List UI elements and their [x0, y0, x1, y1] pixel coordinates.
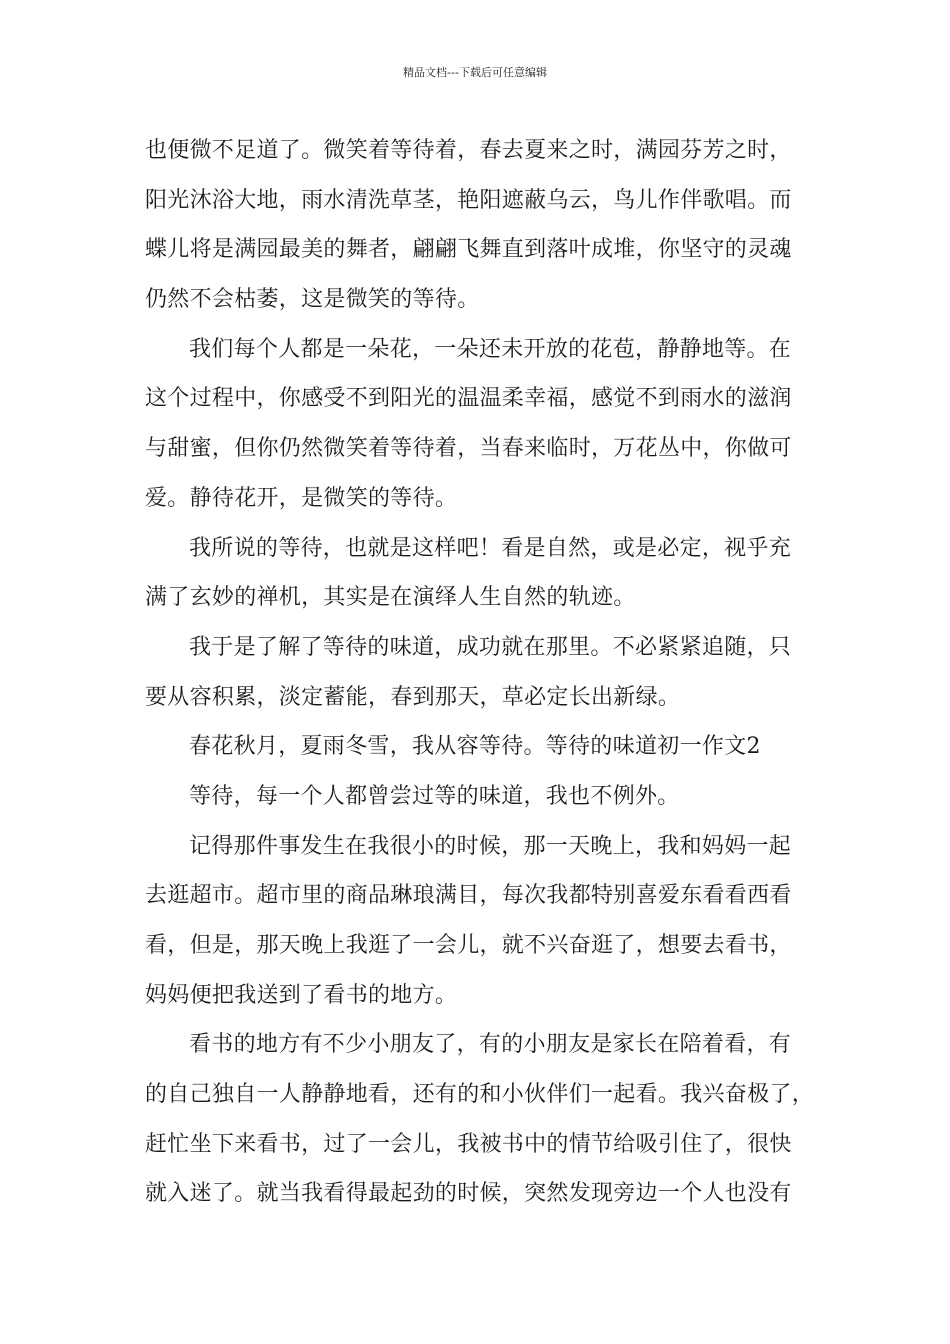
paragraph: [145, 325, 825, 524]
text-line: 满了玄妙的禅机，其实是在演绎人生自然的轨迹。: [145, 585, 636, 611]
text-line: 记得那件事发生在我很小的时候，那一天晚上，我和妈妈一起: [189, 833, 792, 859]
paragraph: [145, 623, 825, 722]
paragraph: [145, 772, 825, 822]
paragraph: [145, 722, 825, 772]
text-line: 我们每个人都是一朵花，一朵还未开放的花苞，静静地等。在: [189, 336, 792, 362]
text-line: 我于是了解了等待的味道，成功就在那里。不必紧紧追随，只: [189, 634, 792, 660]
text-line: 蝶儿将是满园最美的舞者，翩翩飞舞直到落叶成堆，你坚守的灵魂: [145, 237, 792, 263]
paragraph: [145, 524, 825, 623]
text-line: 就入迷了。就当我看得最起劲的时候，突然发现旁边一个人也没有: [145, 1181, 792, 1207]
text-line: 爱。静待花开，是微笑的等待。: [145, 485, 458, 511]
text-line: 去逛超市。超市里的商品琳琅满目，每次我都特别喜爱东看看西看: [145, 883, 792, 909]
text-line: 阳光沐浴大地，雨水清洗草茎，艳阳遮蔽乌云，鸟儿作伴歌唱。而: [145, 187, 792, 213]
text-line: 的自己独自一人静静地看，还有的和小伙伴们一起看。我兴奋极了，: [145, 1082, 815, 1108]
text-line: 要从容积累，淡定蓄能，春到那天，草必定长出新绿。: [145, 684, 681, 710]
document-body: [145, 126, 825, 1219]
text-line: 与甜蜜，但你仍然微笑着等待着，当春来临时，万花丛中，你做可: [145, 436, 792, 462]
text-line: 也便微不足道了。微笑着等待着，春去夏来之时，满园芬芳之时，: [145, 138, 792, 163]
text-line: 看书的地方有不少小朋友了，有的小朋友是家长在陪着看，有: [189, 1032, 792, 1058]
paragraph: [145, 126, 825, 325]
text-line: 妈妈便把我送到了看书的地方。: [145, 982, 458, 1008]
paragraph: [145, 822, 825, 1021]
paragraph: [145, 1020, 825, 1219]
text-line: 我所说的等待，也就是这样吧！看是自然，或是必定，视乎充: [189, 535, 792, 561]
page-header: 精品文档---下载后可任意编辑: [403, 66, 547, 79]
text-line: 春花秋月，夏雨冬雪，我从容等待。等待的味道初一作文2: [189, 734, 761, 760]
text-line: 等待，每一个人都曾尝过等的味道，我也不例外。: [189, 783, 680, 809]
text-line: 这个过程中，你感受不到阳光的温温柔幸福，感觉不到雨水的滋润: [145, 386, 792, 412]
text-line: 看，但是，那天晚上我逛了一会儿，就不兴奋逛了，想要去看书，: [145, 933, 792, 958]
text-line: 仍然不会枯萎，这是微笑的等待。: [145, 287, 480, 313]
text-line: 赶忙坐下来看书，过了一会儿，我被书中的情节给吸引住了，很快: [145, 1131, 792, 1157]
